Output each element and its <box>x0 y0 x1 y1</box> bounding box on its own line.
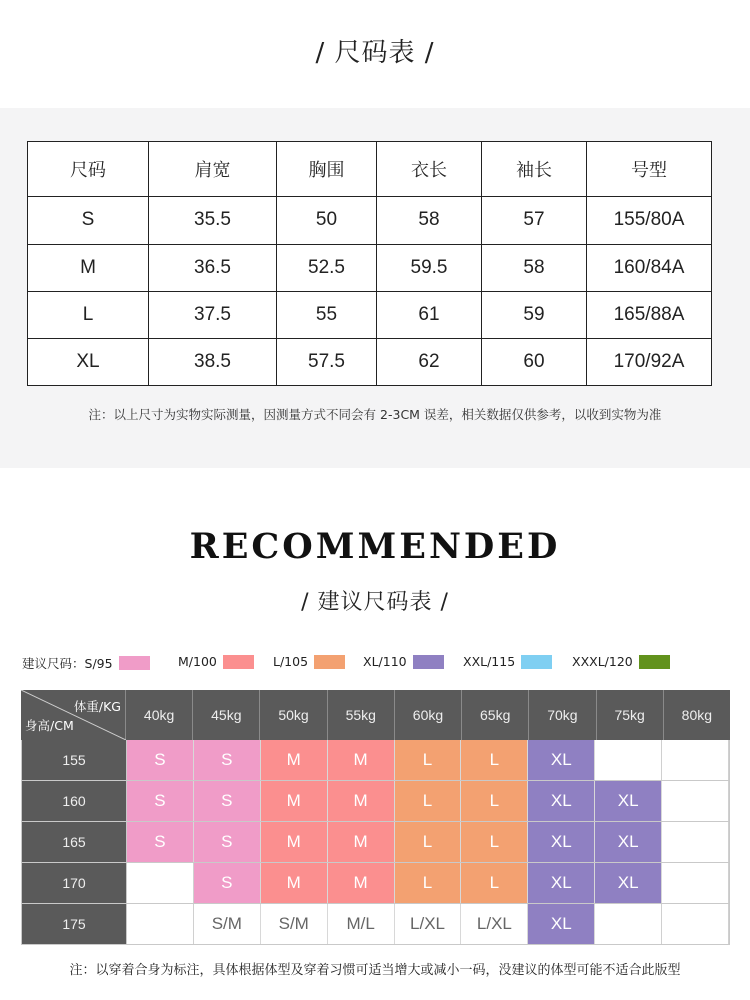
weight-column-header: 50kg <box>260 690 327 740</box>
legend-label: S/95 <box>84 655 113 671</box>
weight-column-header: 65kg <box>462 690 529 740</box>
grid-header-row <box>21 690 730 740</box>
table-cell: 57.5 <box>277 338 377 385</box>
table-cell: 35.5 <box>149 197 277 244</box>
weight-column-header: 75kg <box>597 690 664 740</box>
table-cell: 55 <box>277 291 377 338</box>
legend-item <box>572 654 670 669</box>
legend-label: XXL/115 <box>463 654 516 669</box>
size-cell: M <box>328 740 395 780</box>
table-cell: 160/84A <box>587 244 712 291</box>
size-cell: XL <box>528 740 595 780</box>
height-row-label: 160 <box>22 781 127 821</box>
size-table-header-row <box>28 142 712 197</box>
grid-row <box>22 904 729 944</box>
size-chart-table <box>27 141 712 386</box>
table-cell: 60 <box>482 338 587 385</box>
legend-swatch <box>521 655 552 669</box>
size-cell: L <box>461 822 528 862</box>
header-cell: 尺码 <box>28 142 149 197</box>
table-row <box>28 197 712 244</box>
size-cell: L <box>461 863 528 903</box>
size-cell: L/XL <box>395 904 462 944</box>
weight-column-header: 70kg <box>529 690 596 740</box>
header-cell: 肩宽 <box>149 142 277 197</box>
size-cell: S <box>194 740 261 780</box>
legend-label: XL/110 <box>363 654 407 669</box>
height-row-label: 165 <box>22 822 127 862</box>
size-cell: L/XL <box>461 904 528 944</box>
size-cell <box>127 904 194 944</box>
size-cell: L <box>461 740 528 780</box>
size-cell: M <box>261 781 328 821</box>
size-cell: M <box>328 863 395 903</box>
legend-prefix: 建议尺码： <box>22 656 85 671</box>
height-row-label: 155 <box>22 740 127 780</box>
legend-item <box>273 654 345 669</box>
header-cell: 胸围 <box>277 142 377 197</box>
table-cell: 170/92A <box>587 338 712 385</box>
table-row <box>28 291 712 338</box>
size-cell <box>127 863 194 903</box>
size-cell: XL <box>528 822 595 862</box>
grid-row <box>22 781 729 822</box>
table-cell: 59 <box>482 291 587 338</box>
legend-item <box>178 654 254 669</box>
size-cell: L <box>395 781 462 821</box>
table-cell: 38.5 <box>149 338 277 385</box>
table-row <box>28 244 712 291</box>
weight-column-header: 55kg <box>328 690 395 740</box>
table-cell: XL <box>28 338 149 385</box>
size-cell: M/L <box>328 904 395 944</box>
legend-label: M/100 <box>178 654 217 669</box>
size-cell: S <box>127 781 194 821</box>
size-cell <box>595 740 662 780</box>
table-cell: 58 <box>377 197 482 244</box>
size-cell <box>662 781 729 821</box>
grid-row <box>22 863 729 904</box>
recommended-note: 注：以穿着合身为标注，具体根据体型及穿着习惯可适当增大或减小一码，没建议的体型可能不适合此版型 <box>69 963 681 978</box>
legend-swatch <box>413 655 444 669</box>
header-cell: 号型 <box>587 142 712 197</box>
recommended-size-grid <box>21 690 730 940</box>
header-cell: 袖长 <box>482 142 587 197</box>
size-cell: S/M <box>261 904 328 944</box>
size-chart-title: / 尺码表 / <box>315 38 435 68</box>
legend-swatch <box>314 655 345 669</box>
table-cell: L <box>28 291 149 338</box>
table-cell: M <box>28 244 149 291</box>
grid-row <box>22 740 729 781</box>
table-cell: 57 <box>482 197 587 244</box>
recommended-title: / 建议尺码表 / <box>301 590 449 615</box>
legend-item <box>22 654 150 672</box>
weight-column-header: 60kg <box>395 690 462 740</box>
legend-label: XXXL/120 <box>572 654 633 669</box>
size-cell: XL <box>595 863 662 903</box>
legend-swatch <box>639 655 670 669</box>
height-row-label: 170 <box>22 863 127 903</box>
size-cell: S <box>127 822 194 862</box>
table-cell: 52.5 <box>277 244 377 291</box>
size-cell: L <box>395 863 462 903</box>
grid-body <box>21 740 730 945</box>
table-row <box>28 338 712 385</box>
size-cell: S <box>194 863 261 903</box>
grid-corner-cell <box>21 690 126 740</box>
table-cell: 50 <box>277 197 377 244</box>
size-cell <box>662 904 729 944</box>
table-cell: 59.5 <box>377 244 482 291</box>
table-cell: 36.5 <box>149 244 277 291</box>
weight-column-header: 80kg <box>664 690 730 740</box>
size-cell <box>662 863 729 903</box>
size-cell: S/M <box>194 904 261 944</box>
table-cell: 155/80A <box>587 197 712 244</box>
size-cell: L <box>395 740 462 780</box>
size-cell <box>595 904 662 944</box>
size-cell: L <box>461 781 528 821</box>
size-cell: XL <box>528 781 595 821</box>
weight-column-header: 45kg <box>193 690 260 740</box>
legend-item <box>463 654 552 669</box>
table-cell: 58 <box>482 244 587 291</box>
size-cell: M <box>261 863 328 903</box>
size-cell: S <box>127 740 194 780</box>
size-cell: L <box>395 822 462 862</box>
legend-swatch <box>223 655 254 669</box>
size-cell: XL <box>528 904 595 944</box>
size-cell: M <box>328 781 395 821</box>
table-cell: 61 <box>377 291 482 338</box>
grid-row <box>22 822 729 863</box>
legend-item <box>363 654 444 669</box>
size-cell <box>662 740 729 780</box>
recommended-heading: RECOMMENDED <box>189 526 561 567</box>
size-legend <box>22 654 732 672</box>
height-axis-label: 身高/CM <box>25 718 74 733</box>
table-cell: S <box>28 197 149 244</box>
size-cell: M <box>261 822 328 862</box>
size-cell: XL <box>528 863 595 903</box>
legend-swatch <box>119 656 150 670</box>
size-chart-note: 注：以上尺寸为实物实际测量，因测量方式不同会有 2-3CM 误差，相关数据仅供参考，以收到实物为准 <box>88 407 662 422</box>
table-cell: 37.5 <box>149 291 277 338</box>
header-cell: 衣长 <box>377 142 482 197</box>
weight-column-header: 40kg <box>126 690 193 740</box>
size-cell: M <box>328 822 395 862</box>
weight-axis-label: 体重/KG <box>73 699 121 714</box>
size-cell: S <box>194 822 261 862</box>
size-cell: XL <box>595 822 662 862</box>
table-cell: 165/88A <box>587 291 712 338</box>
size-cell: M <box>261 740 328 780</box>
size-cell <box>662 822 729 862</box>
legend-label: L/105 <box>273 654 309 669</box>
size-cell: XL <box>595 781 662 821</box>
height-row-label: 175 <box>22 904 127 944</box>
table-cell: 62 <box>377 338 482 385</box>
size-cell: S <box>194 781 261 821</box>
